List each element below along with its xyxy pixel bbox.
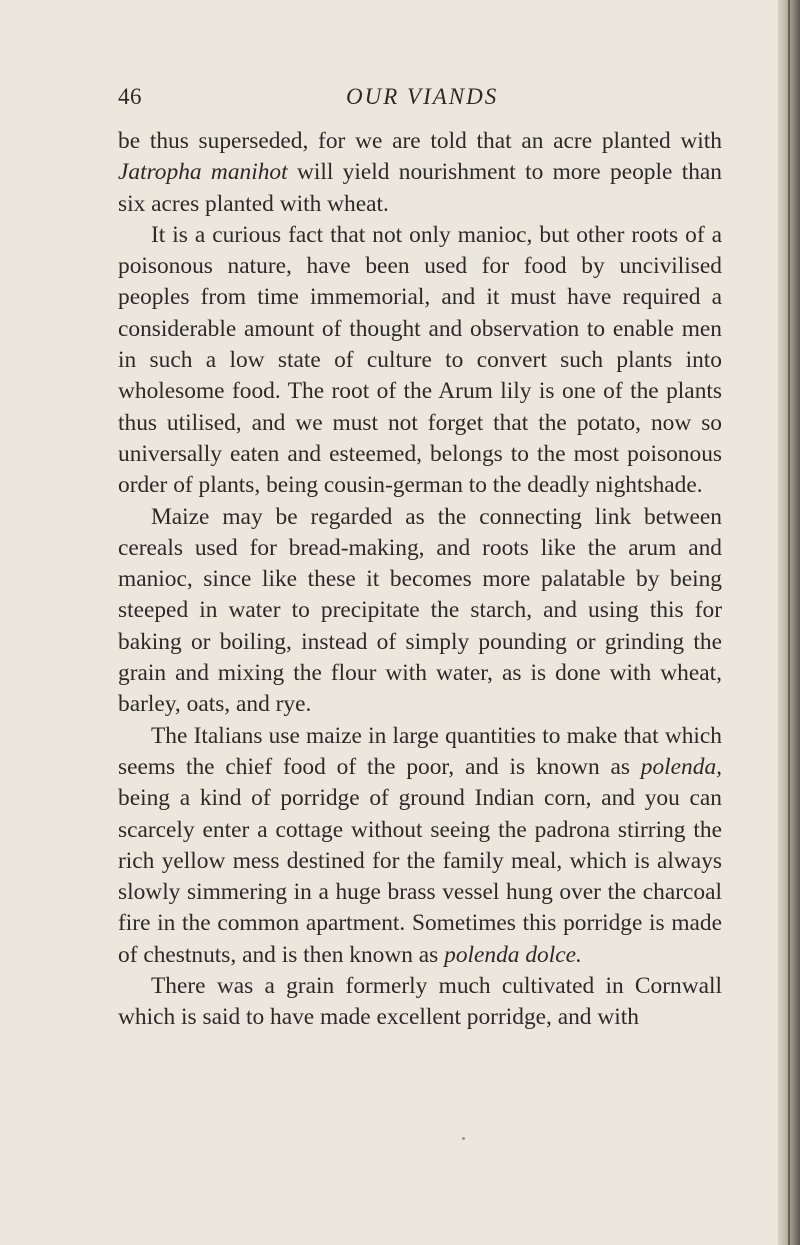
paragraph-4-italic-polenda: polenda, bbox=[640, 753, 722, 780]
running-title: OUR VIANDS bbox=[346, 84, 499, 109]
body-text bbox=[118, 126, 722, 1034]
paragraph-4-text-a: The Italians use maize in large quantities to make that which seems the chief food of the poor, and is known as bbox=[118, 722, 722, 780]
page-header bbox=[118, 84, 718, 116]
page-edge-line bbox=[788, 0, 790, 1245]
paragraph-5: There was a grain formerly much cultivated in Cornwall which is said to have made excellent porridge, and with bbox=[118, 973, 722, 1031]
paragraph-1-text-b: will yield nourishment to more people than six acres planted with wheat. bbox=[118, 159, 722, 217]
paragraph-4 bbox=[118, 721, 722, 971]
paragraph-4-text-b: being a kind of porridge of ground Indian corn, and you can scarcely enter a cottage without seeing the padrona stirring the rich yellow mess destined for the family meal, which is always slowly simmering in a huge brass vessel hung over the charcoal fire in the common apartment. Sometimes this porridge is made of chestnuts, and is then known as bbox=[118, 785, 722, 968]
paragraph-4-italic-polenda-dolce: polenda dolce. bbox=[444, 941, 582, 968]
paper-speck bbox=[462, 1137, 465, 1140]
paragraph-3: Maize may be regarded as the connecting link between cereals used for bread-making, and roots like the arum and manioc, since like these it becomes more palatable by being steeped in water to precipitate the starch, and using this for baking or boiling, instead of simply pounding or grinding the grain and mixing the flour with water, as is done with wheat, barley, oats, and rye. bbox=[118, 503, 722, 718]
paragraph-2: It is a curious fact that not only manioc, but other roots of a poisonous nature, have been used for food by uncivilised peoples from time immemorial, and it must have required a considerable amount of thought and observation to enable men in such a low state of culture to convert such plants into wholesome food. The root of the Arum lily is one of the plants thus utilised, and we must not forget that the potato, now so universally eaten and esteemed, belongs to the most poisonous order of plants, being cousin-german to the deadly nightshade. bbox=[118, 221, 722, 499]
paragraph-1-text-a: be thus superseded, for we are told that an acre planted with bbox=[118, 128, 722, 154]
page-number: 46 bbox=[118, 84, 142, 109]
paragraph-1-italic: Jatropha manihot bbox=[118, 159, 288, 186]
paragraph-1 bbox=[118, 126, 722, 220]
